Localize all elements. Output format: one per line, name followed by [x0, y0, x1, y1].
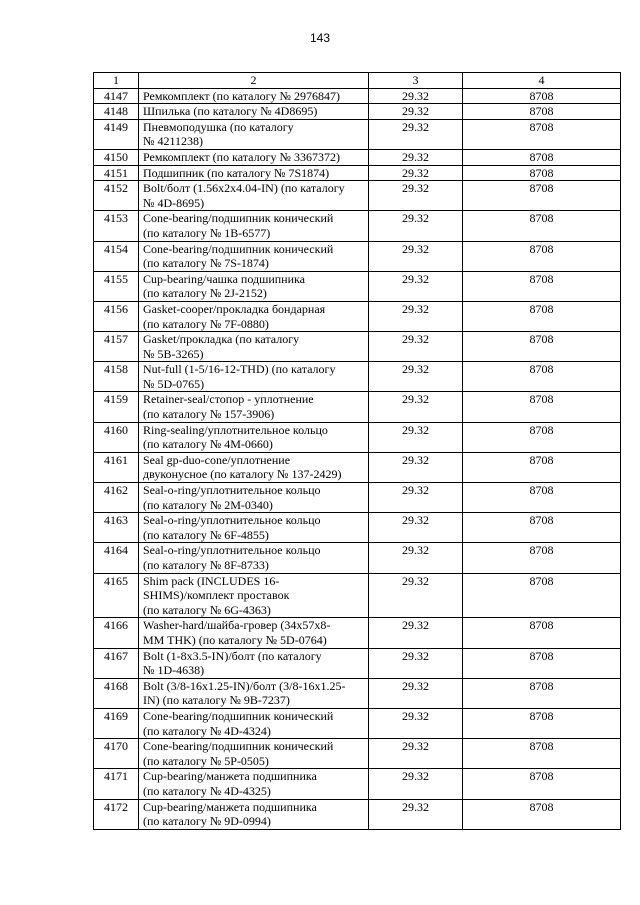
item-name: Ring-sealing/уплотнительное кольцо (по каталогу № 4M-0660): [139, 422, 369, 452]
okpd-code: 29.32: [369, 678, 463, 708]
okpd-code: 29.32: [369, 362, 463, 392]
tnved-code: 8708: [463, 648, 621, 678]
row-number: 4149: [94, 119, 139, 149]
row-number: 4148: [94, 104, 139, 120]
header-col-1: 1: [94, 73, 139, 89]
table-row: [94, 362, 621, 392]
okpd-code: 29.32: [369, 149, 463, 165]
table-row: [94, 543, 621, 573]
tnved-code: 8708: [463, 483, 621, 513]
row-number: 4172: [94, 799, 139, 829]
okpd-code: 29.32: [369, 119, 463, 149]
header-col-2: 2: [139, 73, 369, 89]
item-name: Nut-full (1-5/16-12-THD) (по каталогу № 5D-0765): [139, 362, 369, 392]
row-number: 4168: [94, 678, 139, 708]
item-name: Ремкомплект (по каталогу № 3367372): [139, 149, 369, 165]
row-number: 4161: [94, 452, 139, 482]
tnved-code: 8708: [463, 271, 621, 301]
item-name: Bolt/болт (1.56x2x4.04-IN) (по каталогу № 4D-8695): [139, 181, 369, 211]
tnved-code: 8708: [463, 104, 621, 120]
page-number: 143: [309, 31, 331, 45]
okpd-code: 29.32: [369, 739, 463, 769]
okpd-code: 29.32: [369, 513, 463, 543]
tnved-code: 8708: [463, 739, 621, 769]
item-name: Cone-bearing/подшипник конический (по каталогу № 1B-6577): [139, 211, 369, 241]
okpd-code: 29.32: [369, 452, 463, 482]
okpd-code: 29.32: [369, 769, 463, 799]
okpd-code: 29.32: [369, 301, 463, 331]
tnved-code: 8708: [463, 392, 621, 422]
tnved-code: 8708: [463, 165, 621, 181]
row-number: 4170: [94, 739, 139, 769]
item-name: Shim pack (INCLUDES 16- SHIMS)/комплект проставок (по каталогу № 6G-4363): [139, 573, 369, 618]
tnved-code: 8708: [463, 181, 621, 211]
item-name: Cone-bearing/подшипник конический (по каталогу № 7S-1874): [139, 241, 369, 271]
okpd-code: 29.32: [369, 241, 463, 271]
item-name: Seal-o-ring/уплотнительное кольцо (по каталогу № 2M-0340): [139, 483, 369, 513]
item-name: Bolt (3/8-16x1.25-IN)/болт (3/8-16x1.25- IN) (по каталогу № 9B-7237): [139, 678, 369, 708]
okpd-code: 29.32: [369, 271, 463, 301]
table-row: [94, 119, 621, 149]
table-row: [94, 648, 621, 678]
tnved-code: 8708: [463, 769, 621, 799]
okpd-code: 29.32: [369, 422, 463, 452]
tnved-code: 8708: [463, 241, 621, 271]
okpd-code: 29.32: [369, 648, 463, 678]
tnved-code: 8708: [463, 678, 621, 708]
tnved-code: 8708: [463, 301, 621, 331]
item-name: Шпилька (по каталогу № 4D8695): [139, 104, 369, 120]
row-number: 4155: [94, 271, 139, 301]
table-row: [94, 618, 621, 648]
tnved-code: 8708: [463, 422, 621, 452]
okpd-code: 29.32: [369, 618, 463, 648]
table-row: [94, 301, 621, 331]
row-number: 4164: [94, 543, 139, 573]
table-row: [94, 799, 621, 829]
table-row: [94, 513, 621, 543]
table-row: [94, 241, 621, 271]
okpd-code: 29.32: [369, 104, 463, 120]
table-row: [94, 483, 621, 513]
item-name: Gasket/прокладка (по каталогу № 5B-3265): [139, 332, 369, 362]
table-row: [94, 88, 621, 104]
row-number: 4163: [94, 513, 139, 543]
okpd-code: 29.32: [369, 483, 463, 513]
okpd-code: 29.32: [369, 181, 463, 211]
row-number: 4151: [94, 165, 139, 181]
row-number: 4159: [94, 392, 139, 422]
item-name: Seal-o-ring/уплотнительное кольцо (по каталогу № 8F-8733): [139, 543, 369, 573]
tnved-code: 8708: [463, 513, 621, 543]
okpd-code: 29.32: [369, 708, 463, 738]
tnved-code: 8708: [463, 362, 621, 392]
table-row: [94, 708, 621, 738]
table-body: [94, 88, 621, 829]
header-col-3: 3: [369, 73, 463, 89]
table-row: [94, 422, 621, 452]
item-name: Cup-bearing/манжета подшипника (по каталогу № 9D-0994): [139, 799, 369, 829]
header-row: [94, 73, 621, 89]
table-row: [94, 149, 621, 165]
tnved-code: 8708: [463, 618, 621, 648]
item-name: Seal-o-ring/уплотнительное кольцо (по каталогу № 6F-4855): [139, 513, 369, 543]
table-row: [94, 392, 621, 422]
table-row: [94, 739, 621, 769]
table-row: [94, 211, 621, 241]
header-col-4: 4: [463, 73, 621, 89]
item-name: Washer-hard/шайба-гровер (34x57x8- MM THK) (по каталогу № 5D-0764): [139, 618, 369, 648]
item-name: Gasket-cooper/прокладка бондарная (по каталогу № 7F-0880): [139, 301, 369, 331]
table-row: [94, 573, 621, 618]
tnved-code: 8708: [463, 332, 621, 362]
row-number: 4166: [94, 618, 139, 648]
tnved-code: 8708: [463, 88, 621, 104]
okpd-code: 29.32: [369, 332, 463, 362]
row-number: 4162: [94, 483, 139, 513]
row-number: 4152: [94, 181, 139, 211]
okpd-code: 29.32: [369, 799, 463, 829]
row-number: 4165: [94, 573, 139, 618]
table-row: [94, 181, 621, 211]
okpd-code: 29.32: [369, 392, 463, 422]
table-row: [94, 769, 621, 799]
table-row: [94, 271, 621, 301]
tnved-code: 8708: [463, 452, 621, 482]
okpd-code: 29.32: [369, 211, 463, 241]
table-row: [94, 332, 621, 362]
table-row: [94, 104, 621, 120]
item-name: Ремкомплект (по каталогу № 2976847): [139, 88, 369, 104]
item-name: Seal gp-duo-cone/уплотнение двуконусное (по каталогу № 137-2429): [139, 452, 369, 482]
okpd-code: 29.32: [369, 88, 463, 104]
row-number: 4158: [94, 362, 139, 392]
item-name: Cone-bearing/подшипник конический (по каталогу № 5P-0505): [139, 739, 369, 769]
item-name: Bolt (1-8x3.5-IN)/болт (по каталогу № 1D-4638): [139, 648, 369, 678]
tnved-code: 8708: [463, 573, 621, 618]
okpd-code: 29.32: [369, 165, 463, 181]
row-number: 4171: [94, 769, 139, 799]
okpd-code: 29.32: [369, 573, 463, 618]
row-number: 4153: [94, 211, 139, 241]
tnved-code: 8708: [463, 119, 621, 149]
table-row: [94, 452, 621, 482]
tnved-code: 8708: [463, 543, 621, 573]
item-name: Cup-bearing/манжета подшипника (по каталогу № 4D-4325): [139, 769, 369, 799]
item-name: Cup-bearing/чашка подшипника (по каталогу № 2J-2152): [139, 271, 369, 301]
tnved-code: 8708: [463, 211, 621, 241]
item-name: Retainer-seal/стопор - уплотнение (по каталогу № 157-3906): [139, 392, 369, 422]
item-name: Пневмоподушка (по каталогу № 4211238): [139, 119, 369, 149]
tnved-code: 8708: [463, 799, 621, 829]
row-number: 4147: [94, 88, 139, 104]
item-name: Подшипник (по каталогу № 7S1874): [139, 165, 369, 181]
okpd-code: 29.32: [369, 543, 463, 573]
table-row: [94, 678, 621, 708]
tnved-code: 8708: [463, 149, 621, 165]
row-number: 4160: [94, 422, 139, 452]
item-name: Cone-bearing/подшипник конический (по каталогу № 4D-4324): [139, 708, 369, 738]
tnved-code: 8708: [463, 708, 621, 738]
table-header: [94, 73, 621, 89]
table-row: [94, 165, 621, 181]
catalog-table: [93, 72, 621, 830]
row-number: 4157: [94, 332, 139, 362]
row-number: 4169: [94, 708, 139, 738]
row-number: 4150: [94, 149, 139, 165]
row-number: 4167: [94, 648, 139, 678]
row-number: 4154: [94, 241, 139, 271]
row-number: 4156: [94, 301, 139, 331]
